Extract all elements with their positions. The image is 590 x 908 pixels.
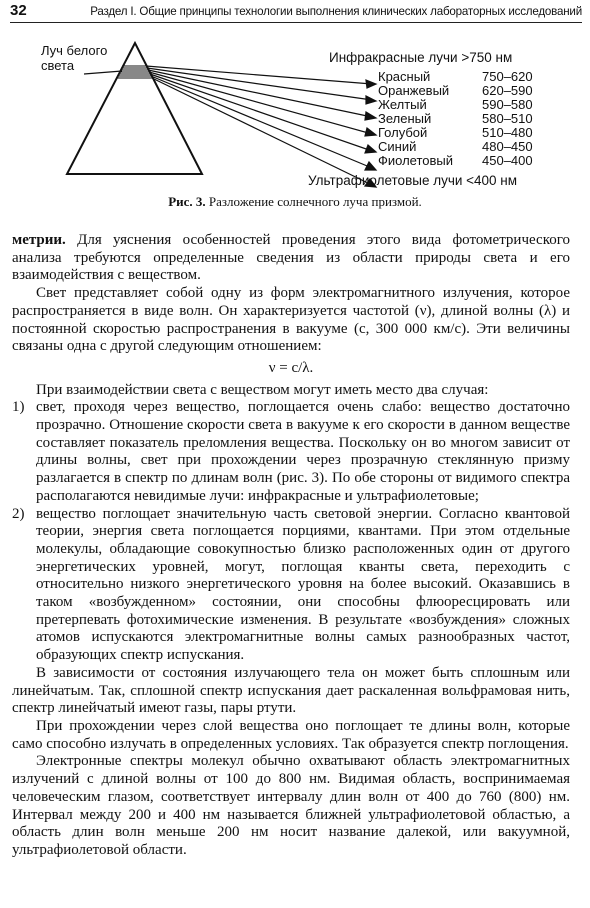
color-name-red: Красный [378, 69, 431, 84]
prism-shape [67, 43, 202, 174]
color-name-green: Зеленый [378, 111, 432, 126]
figure-caption [0, 194, 590, 210]
color-range-red: 750–620 [482, 69, 533, 84]
body-text [12, 232, 570, 860]
color-range-green: 580–510 [482, 111, 533, 126]
page-number: 32 [10, 2, 27, 19]
infrared-label: Инфракрасные лучи >750 нм [329, 50, 513, 65]
paragraph-3: При взаимодействии света с веществом могут иметь место два случая: [36, 381, 489, 398]
color-name-orange: Оранжевый [378, 83, 450, 98]
paragraph-6: Электронные спектры молекул обычно охватывают область электромагнитных излучений с длиной волны от 100 до 800 нм. Видимая область, воспринимаемая человеческим глазом, соответствует интервалу длин волн от 400 до 760 (800) нм. Интервал между 200 и 400 нм называется ближней ультрафиолетовой областью, а область длин волн меньше 200 нм носит название далекой, или вакуумной, ультрафиолетовой области. [12, 753, 570, 858]
paragraph-1-text: Для уяснения особенностей проведения этого вида фотометрического анализа требуются определенные сведения из области природы света и его взаимодействия с веществом. [12, 232, 570, 284]
prism-figure [0, 24, 590, 220]
color-name-lightblue: Голубой [378, 125, 428, 140]
caption-text: Разложение солнечного луча призмой. [205, 194, 422, 209]
paragraph-4: В зависимости от состояния излучающего тела он может быть сплошным или линейчатым. Так, сплошной спектр испускания дает раскаленная вольфрамовая нить, спектр линейчатый имеют газы, пары ртути. [12, 664, 570, 717]
paragraph-1 [12, 232, 570, 285]
list-item-2-number: 2) [12, 505, 25, 522]
list-item-2 [12, 506, 570, 665]
formula: ν = с/λ. [268, 359, 314, 376]
white-light-label-line1: Луч белого [41, 43, 108, 58]
color-range-lightblue: 510–480 [482, 125, 533, 140]
paragraph-1-bold: метрии. [12, 232, 66, 248]
internal-beams [116, 66, 152, 78]
list-item-1-text: свет, проходя через вещество, поглощается очень слабо: вещество достаточно прозрачно. Отношение скорости света в вакууме к его скорости в данном веществе составляет показатель преломления вещества. Поскольку он во многом зависит от длины волны, свет при прохождении через прозрачную стеклянную призму разлагается в спектр по длинам волн (рис. 3). По обе стороны от видимого спектра располагаются невидимые лучи: инфракрасные и ультрафиолетовые; [36, 399, 570, 504]
color-name-blue: Синий [378, 139, 417, 154]
caption-label: Рис. 3. [168, 194, 206, 209]
color-range-orange: 620–590 [482, 83, 533, 98]
white-light-label-line2: света [41, 58, 75, 73]
list-item-2-text: вещество поглощает значительную часть световой энергии. Согласно квантовой теории, энергия света поглощается порциями, квантами. При этом отдельные молекулы, обладающие совокупностью близко расположенных один от другого энергетических уровней, могут, поглощая кванты света, переходить с относительно низкого энергетического уровня на более высокий. Оказавшись в таком «возбужденном» состоянии, они способны флюоресцировать или претерпевать фотохимические изменения. В результате «возбуждения» сложных атомов испускаются электромагнитные волны самых разнообразных частот, образующих спектр испускания. [36, 505, 570, 664]
list-item-1 [12, 399, 570, 505]
running-title: Раздел I. Общие принципы технологии выполнения клинических лабораторных исследований [90, 5, 582, 18]
color-range-blue: 480–450 [482, 139, 533, 154]
color-name-yellow: Желтый [378, 97, 427, 112]
color-range-yellow: 590–580 [482, 97, 533, 112]
color-range-violet: 450–400 [482, 153, 533, 168]
list-item-1-number: 1) [12, 399, 25, 416]
white-light-ray [84, 71, 122, 74]
color-name-violet: Фиолетовый [378, 153, 454, 168]
page-header [10, 2, 582, 23]
dispersed-rays [146, 66, 376, 187]
ultraviolet-label: Ультрафиолетовые лучи <400 нм [308, 173, 518, 188]
paragraph-5: При прохождении через слой вещества оно поглощает те длины волн, которые само способно излучать в определенных условиях. Так образуется спектр поглощения. [12, 717, 570, 752]
paragraph-2: Свет представляет собой одну из форм электромагнитного излучения, которое распространяется в виде волн. Он характеризуется частотой (ν), длиной волны (λ) и постоянной скоростью распространения в вакууме (с, 300 000 км/с). Эти величины связаны одна с другой следующим отношением: [12, 285, 570, 355]
